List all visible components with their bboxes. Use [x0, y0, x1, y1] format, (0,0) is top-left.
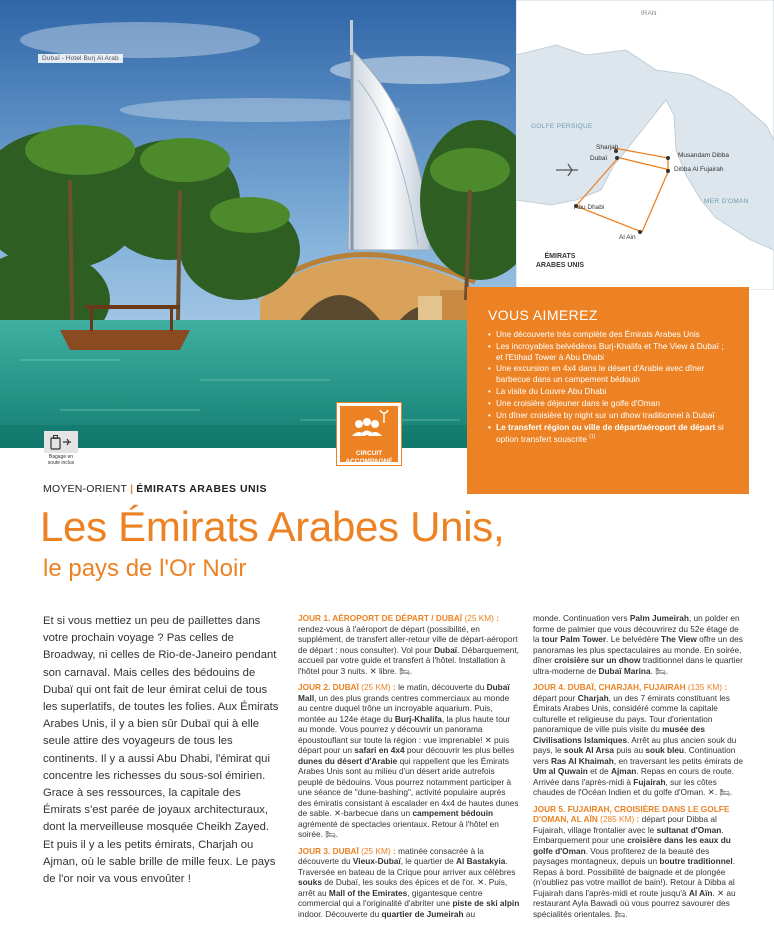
hero-photo: [0, 0, 516, 448]
day-title: JOUR 2. DUBAÏ: [298, 682, 359, 692]
map-label-emirats-line2: ARABES UNIS: [535, 262, 585, 269]
day-text: . Embarquement pour une: [533, 824, 724, 845]
day-heading: [533, 682, 727, 692]
day-highlight: croisière sur un dhow: [554, 655, 641, 665]
day-highlight: Dubaï Mall: [298, 682, 510, 703]
map-label-alain: Al Ain: [619, 234, 636, 241]
day-text: . Débarquement, accueil par votre guide et transfert à l'hôtel. Installation à l'hôtel pour 3 nuits. ✕ libre. 🛏.: [298, 644, 519, 676]
photo-caption: Dubaï - Hotel Burj Al Arab: [38, 54, 123, 63]
day-text: départ pour: [533, 692, 578, 703]
list-item: • Une découverte très complète des Émirats Arabes Unis: [488, 329, 731, 340]
day-highlight: Al Bastakyia: [456, 856, 506, 866]
day-text: , un des plus grands centres commerciaux au monde au centre duquel trône un incroyable aquarium. Puis, montée au 124e étage du: [298, 692, 510, 724]
day-text: , le quartier de: [400, 856, 457, 866]
transfer-footnote: (1): [589, 434, 596, 441]
day-highlight: piste de ski alpin: [452, 898, 520, 908]
day-2: [298, 682, 520, 840]
region-separator: |: [130, 483, 134, 495]
day-highlight: Vieux-Dubaï: [352, 856, 401, 866]
plane-icon: [556, 164, 578, 176]
day-text: agrémenté de spectacles orientaux. Retour à l'hôtel en soirée. 🛏.: [298, 818, 499, 839]
map-label-musandam: Musandam Dibba: [678, 152, 729, 159]
day-text: pour découvrir les plus belles: [404, 745, 515, 755]
day-highlight: Charjah: [577, 692, 609, 703]
day-text: . ✕ au restaurant Ayla Bawadi où vous pourrez savourer des spécialités orientales. 🛏.: [533, 887, 736, 919]
page-subtitle: le pays de l'Or Noir: [43, 555, 247, 582]
itinerary-column-1: [298, 613, 520, 925]
suitcase-icon: [44, 431, 78, 453]
day-colon: :: [390, 845, 396, 856]
day-highlight: Dubaï Marina: [598, 665, 651, 676]
day-colon: :: [390, 682, 396, 692]
region-name: MOYEN-ORIENT: [43, 483, 128, 495]
day-distance: (25 KM): [361, 845, 391, 856]
day-distance: (285 KM): [600, 814, 635, 824]
map-label-dibba: Dibba Al Fujairah: [674, 166, 724, 173]
baggage-label-line2: soute inclus: [47, 460, 75, 466]
circuit-badge: [337, 403, 401, 465]
day-colon: :: [634, 814, 640, 824]
day-distance: (135 KM): [687, 682, 723, 692]
day-heading: [298, 846, 396, 856]
day-text: matinée consacrée à la découverte du: [298, 845, 484, 866]
day-highlight: boutre traditionnel: [659, 856, 733, 866]
day-highlight: Palm Jumeirah: [629, 613, 689, 623]
day-text: . Traversée en bateau de la Crique pour arriver aux célèbres: [298, 856, 516, 877]
day-highlight: Al Aïn: [688, 887, 713, 898]
map-label-sharjah: Sharjah: [596, 144, 619, 151]
day-text: au: [463, 908, 476, 919]
vous-aimerez-list: [488, 329, 731, 445]
list-item: • Une excursion en 4x4 dans le désert d'Arabie avec dîner barbecue dans un campement bédouin: [488, 363, 731, 384]
day-highlight: safari en 4x4: [354, 745, 405, 755]
day-colon: :: [493, 613, 500, 623]
page-title: Les Émirats Arabes Unis,: [40, 503, 505, 550]
day-highlight: Ajman: [610, 766, 637, 776]
baggage-badge: [44, 431, 78, 466]
day-highlight: croisière dans les eaux du golfe d'Oman: [533, 835, 731, 856]
burj-al-arab-illustration: [0, 0, 516, 448]
day-highlight: The View: [661, 634, 697, 644]
list-item: • La visite du Louvre Abu Dhabi: [488, 386, 731, 397]
day-text: , un polder en forme de palmier que vous découvrirez du 52e étage de la: [533, 613, 740, 644]
map-label-golfe: GOLFE PERSIQUE: [531, 123, 593, 130]
list-item: • Une croisière déjeuner dans le golfe d'Oman: [488, 398, 731, 409]
day-text: , sur les côtes chaudes de l'Océan Indien et du golfe d'Oman. ✕. 🛏.: [533, 776, 733, 797]
transfer-bold: Le transfert région ou ville de départ/aéroport de départ: [496, 421, 716, 432]
day-text: de Dubaï, les souks des épices et de l'or. ✕. Puis, arrêt au: [298, 877, 508, 898]
day-text: monde. Continuation vers: [533, 613, 630, 623]
day-text: . Arrêt au plus ancien souk du pays, le: [533, 734, 737, 755]
day-title: JOUR 5. FUJAIRAH, CROISIÈRE DANS LE GOLFE D'OMAN, AL AÏN: [533, 803, 730, 824]
day-text: le matin, découverte du: [395, 682, 487, 692]
map-label-abudhabi: Abu Dhabi: [574, 204, 605, 211]
day-text: rendez-vous à l'aéroport de départ (possibilité, en supplément, de transfert aller-retour ville de départ-aéroport de départ : nous consulter). Vol pour: [298, 623, 518, 655]
day-highlight: musée des Civilisations Islamiques: [533, 724, 706, 745]
day-title: JOUR 3. DUBAÏ: [298, 845, 359, 856]
vous-aimerez-box: [467, 287, 749, 494]
day-heading: [298, 613, 499, 623]
map-label-iran: IRAN: [641, 10, 657, 17]
itinerary-column-2: [533, 613, 745, 925]
day-text: , un des 7 émirats constituant les Émirats Arabes Unis, considéré comme la capitale culturelle et religieuse du pays. Tour d'orientation panoramique de ville puis visite du: [533, 692, 730, 734]
circuit-label-line1: CIRCUIT: [355, 450, 383, 457]
list-item-transfer: [488, 422, 731, 445]
day-3-continued: [533, 613, 745, 676]
day-text: qui rappellent que les Émirats Arabes Unis sont au milieu d'un désert aride autrefois peuplé de bédouins. Vous pourrez notamment participer à une séance de "dune-bashing", activité populaire auprès des émiratis consistant à escalader en 4x4 de hautes dunes de sable. ✕-barbecue dans un: [298, 755, 519, 818]
day-highlight: Mall of the Emirates: [328, 887, 408, 898]
day-text: . Continuation vers: [533, 745, 736, 766]
list-item: • Un dîner croisière by night sur un dhow traditionnel à Dubaï: [488, 410, 731, 421]
day-text: puis au: [614, 745, 646, 755]
day-5: [533, 804, 745, 920]
day-text: et de: [587, 766, 611, 776]
day-text: départ pour Dibba al Fujairah, village frontalier avec le: [533, 814, 717, 835]
circuit-label-line2: ACCOMPAGNÉ: [345, 457, 393, 465]
day-text: . Vous profiterez de la beauté des paysages montagneux, depuis un: [533, 845, 710, 866]
day-heading: [298, 682, 396, 692]
map-label-mer: MER D'OMAN: [704, 198, 749, 205]
day-highlight: quartier de Jumeirah: [381, 908, 464, 919]
region-breadcrumb: [43, 483, 267, 495]
day-distance: (25 KM): [464, 613, 494, 623]
day-text: offre un des panoramas les plus spectaculaires au monde. En soirée, dîner: [533, 634, 743, 665]
day-text: traditionnel dans le quartier ultra-moderne de: [533, 655, 743, 676]
day-highlight: Um al Quwain: [533, 766, 588, 776]
map-label-emirats-line1: ÉMIRATS: [544, 253, 576, 260]
day-highlight: souk bleu: [645, 745, 685, 755]
route-map: [516, 0, 774, 290]
list-item: • Les incroyables belvédères Burj-Khalifa et The View à Dubaï ; et l'Etihad Tower à Abu Dhabi: [488, 341, 731, 362]
map-label-emirats: [530, 252, 590, 270]
day-text: . Repas à bord. Possibilité de baignade et de plongée (n'oubliez pas votre maillot de bain!). Retour à Dibba al Fujairah dans l'après-midi et route jusqu'à: [533, 856, 735, 898]
day-highlight: souk Al Arsa: [563, 745, 615, 755]
day-4: [533, 682, 745, 798]
day-text: , en traversant les petits émirats de: [613, 755, 743, 766]
day-text: , gigantesque centre commercial qui a l'originalité d'abriter une: [298, 887, 483, 908]
day-highlight: campement bédouin: [412, 808, 494, 818]
day-highlight: dunes du désert d'Arabie: [298, 755, 398, 766]
group-icon: [347, 410, 391, 442]
day-1: [298, 613, 520, 676]
day-text: . Repas en cours de route. Arrivée dans l'après-midi à: [533, 766, 735, 787]
day-title: JOUR 1. AÉROPORT DE DÉPART / DUBAÏ: [298, 613, 463, 623]
day-highlight: Ras Al Khaimah: [550, 755, 614, 766]
day-text: . Le belvédère: [606, 634, 662, 644]
day-3: [298, 846, 520, 920]
day-highlight: sultanat d'Oman: [656, 824, 722, 835]
day-text: indoor. Découverte du: [298, 908, 382, 919]
day-highlight: tour Palm Tower: [541, 634, 607, 644]
day-highlight: Burj-Khalifa: [394, 713, 442, 724]
day-distance: (25 KM): [361, 682, 391, 692]
baggage-label-line1: Bagage en: [48, 454, 74, 460]
map-label-dubai: Dubaï: [590, 155, 608, 162]
day-highlight: souks: [298, 877, 322, 887]
day-text: , la plus haute tour au monde. Vous pourrez y découvrir un panorama époustouflant sur toute la région : vue imprenable! ✕ puis départ pour un: [298, 713, 511, 755]
map-shapes: [516, 0, 774, 290]
day-colon: :: [722, 682, 728, 692]
day-highlight: Fujairah: [633, 776, 666, 787]
transfer-suffix: si option transfert souscrite: [496, 421, 724, 445]
intro-paragraph: Et si vous mettiez un peu de paillettes dans votre prochain voyage ? Pas celles de Broadway, ni celles de Rio-de-Janeiro pendant son carnaval. Mais celles des bédouins de Dubaï qui ont fait de leur émirat celui de tous les superlatifs, de toutes les folies. Aux Émirats Arabes Unis, il y a bien sûr Dubaï qui à elle seule attire des voyageurs de tous les continents. Il y a aussi Abu Dhabi, l'émirat qui concentre les richesses du sous-sol émirien. Grace à ses ressources, la capitale des Émirats s'est parée de joyaux architecturaux, dont la merveilleuse mosquée Cheikh Zayed. Et puis il y a les petits émirats, Charjah ou Ajman, où le sable brille de mille feux. Le pays de l'or noir va vous envoûter !: [43, 615, 279, 886]
day-highlight: Dubaï: [434, 644, 458, 655]
day-title: JOUR 4. DUBAÏ, CHARJAH, FUJAIRAH: [533, 682, 686, 692]
country-name: ÉMIRATS ARABES UNIS: [136, 483, 268, 495]
vous-aimerez-title: VOUS AIMEREZ: [488, 307, 598, 323]
day-text: . 🛏.: [650, 665, 669, 676]
